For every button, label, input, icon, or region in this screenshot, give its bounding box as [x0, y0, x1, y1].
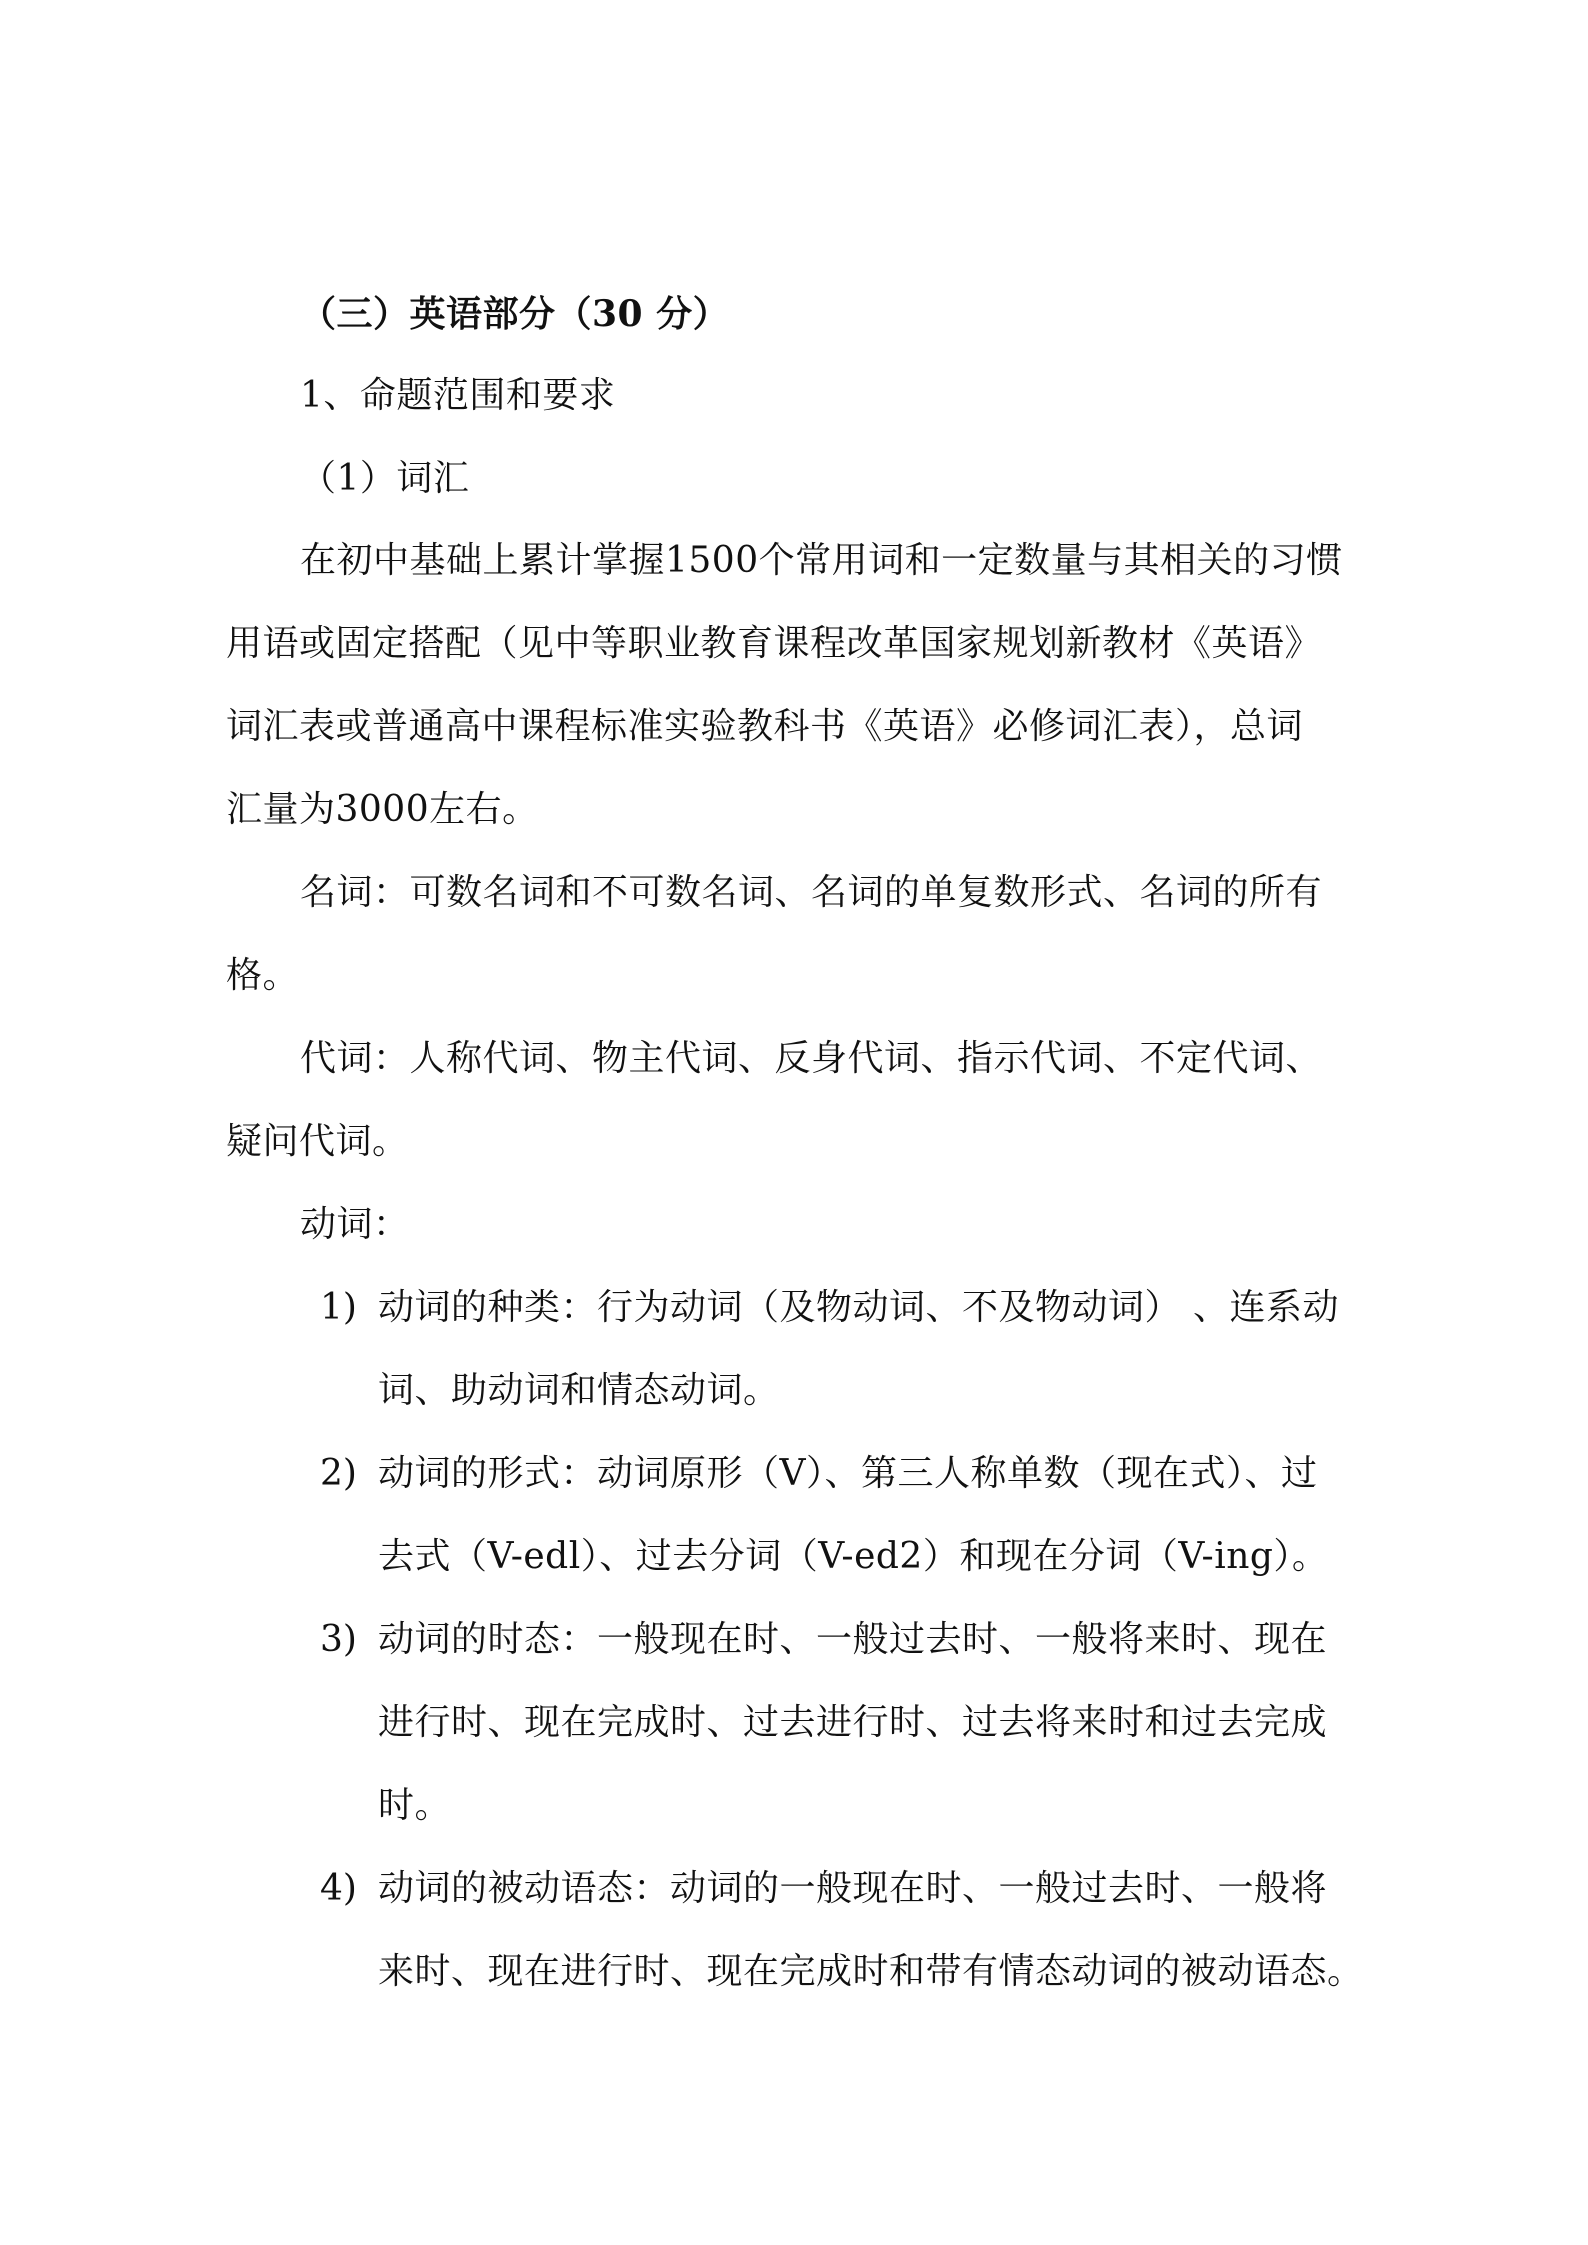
verb-item-3-line-1: 动词的时态：一般现在时、一般过去时、一般将来时、现在 [378, 1619, 1328, 1660]
nouns-line-2: 格。 [226, 955, 300, 996]
verb-item-number: 1) [320, 1287, 357, 1328]
verb-item-1-line-1: 动词的种类：行为动词（及物动词、不及物动词） 、连系动 [378, 1287, 1339, 1328]
verb-item-number: 3) [320, 1619, 357, 1660]
nouns-line-1: 名词：可数名词和不可数名词、名词的单复数形式、名词的所有 [300, 872, 1323, 913]
verb-item-4-line-2: 来时、现在进行时、现在完成时和带有情态动词的被动语态。 [378, 1951, 1364, 1992]
verb-item-2-line-1: 动词的形式：动词原形（V）、第三人称单数（现在式）、过 [378, 1453, 1318, 1494]
verb-item-number: 2) [320, 1453, 357, 1494]
pronouns-line-2: 疑问代词。 [226, 1121, 409, 1162]
vocab-line-2: 用语或固定搭配（见中等职业教育课程改革国家规划新教材《英语》 [226, 623, 1322, 664]
verb-item-number: 4) [320, 1868, 357, 1909]
vocab-line-4: 汇量为3000左右。 [226, 789, 539, 830]
subsection-title: （1）词汇 [300, 458, 470, 499]
vocab-line-1: 在初中基础上累计掌握1500个常用词和一定数量与其相关的习惯 [300, 540, 1343, 581]
verb-item-3-line-3: 时。 [378, 1785, 452, 1826]
subheading: 1、命题范围和要求 [300, 375, 616, 416]
vocab-line-3: 词汇表或普通高中课程标准实验教科书《英语》必修词汇表），总词 [226, 706, 1304, 747]
verb-item-3-line-2: 进行时、现在完成时、过去进行时、过去将来时和过去完成 [378, 1702, 1328, 1743]
section-heading: （三）英语部分（30 分） [300, 293, 730, 335]
verb-item-1-line-2: 词、助动词和情态动词。 [378, 1370, 780, 1411]
pronouns-line-1: 代词：人称代词、物主代词、反身代词、指示代词、不定代词、 [300, 1038, 1323, 1079]
verb-item-2-line-2: 去式（V-edl）、过去分词（V-ed2）和现在分词（V-ing）。 [378, 1536, 1329, 1577]
verbs-label: 动词： [300, 1204, 410, 1245]
verb-item-4-line-1: 动词的被动语态：动词的一般现在时、一般过去时、一般将 [378, 1868, 1328, 1909]
